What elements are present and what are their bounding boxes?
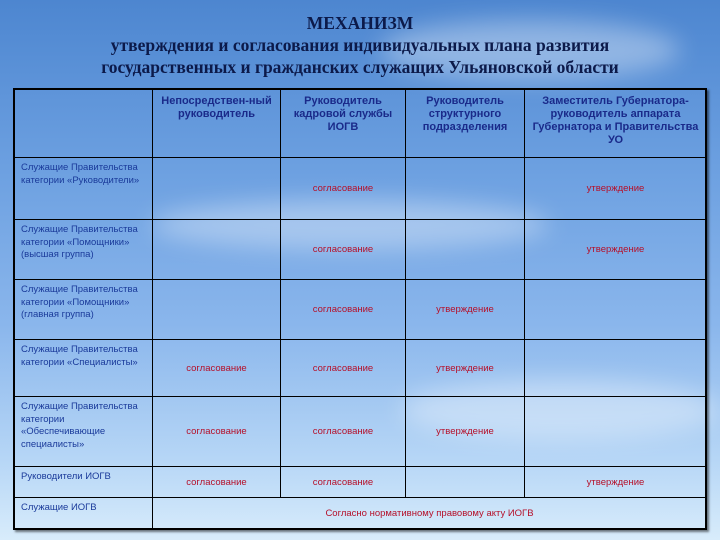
table-cell [405, 466, 525, 498]
table-cell-text: согласование [312, 304, 374, 315]
table-cell [405, 279, 525, 340]
table-cell [524, 396, 707, 467]
page-title [0, 12, 720, 78]
table-cell [524, 466, 707, 498]
table-cell [152, 219, 281, 280]
table-cell [405, 219, 525, 280]
table-cell-text: утверждение [586, 244, 645, 255]
table-cell-text: согласование [312, 183, 374, 194]
title-line: утверждения и согласования индивидуальных плана развития [110, 35, 610, 55]
table-cell-text: утверждение [586, 476, 645, 488]
table-cell [405, 157, 525, 220]
row-label [14, 157, 153, 220]
table-cell [152, 396, 281, 467]
table-cell [152, 157, 281, 220]
table-cell [524, 279, 707, 340]
column-header [405, 89, 525, 158]
title-line: МЕХАНИЗМ [306, 13, 414, 33]
table-cell-text: согласование [312, 426, 374, 437]
merged-cell-text: Согласно нормативному правовому акту ИОГВ [325, 508, 534, 519]
row-label [14, 279, 153, 340]
table-cell [152, 466, 281, 498]
table-cell-text: утверждение [436, 304, 494, 315]
table-cell-text: утверждение [436, 362, 494, 374]
column-header-text: Руководитель кадровой службы ИОГВ [293, 95, 393, 133]
row-label-text: Служащие Правительства категории «Специалисты» [21, 344, 138, 368]
row-label-text: Служащие Правительства категории «Руководители» [21, 162, 140, 186]
column-header [280, 89, 406, 158]
table-cell-text: согласование [312, 476, 374, 488]
table-cell [405, 396, 525, 467]
table-cell [524, 219, 707, 280]
column-header-text: Руководитель структурного подразделения [422, 95, 508, 133]
table-cell-text: согласование [312, 244, 374, 255]
header-corner [14, 89, 153, 158]
table-cell [280, 219, 406, 280]
row-label [14, 497, 153, 530]
column-header [152, 89, 281, 158]
table-cell-text: согласование [186, 362, 247, 374]
column-header [524, 89, 707, 158]
row-label [14, 219, 153, 280]
row-label-text: Служащие Правительства категории «Помощники» (высшая группа) [21, 224, 138, 260]
merged-cell [152, 497, 707, 530]
row-label-text: Служащие ИОГВ [21, 502, 97, 513]
table-cell [280, 339, 406, 397]
table-cell [280, 466, 406, 498]
table-cell [280, 396, 406, 467]
column-header-text: Заместитель Губернатора-руководитель аппарата Губернатора и Правительства УО [532, 95, 699, 146]
table-cell [280, 279, 406, 340]
row-label-text: Служащие Правительства категории «Обеспечивающие специалисты» [21, 401, 138, 450]
table-cell-text: утверждение [436, 426, 494, 437]
title-line: государственных и гражданских служащих Ульяновской области [101, 57, 619, 77]
row-label-text: Служащие Правительства категории «Помощники» (главная группа) [21, 284, 138, 320]
table-cell [152, 279, 281, 340]
table-cell [524, 339, 707, 397]
column-header-text: Непосредствен-ный руководитель [161, 95, 272, 120]
row-label [14, 396, 153, 467]
table-cell-text: согласование [186, 426, 247, 437]
table-cell-text: утверждение [586, 183, 645, 194]
table-cell-text: согласование [186, 476, 247, 488]
table-cell-text: согласование [312, 362, 374, 374]
row-label-text: Руководители ИОГВ [21, 471, 111, 482]
row-label [14, 339, 153, 397]
table-cell [280, 157, 406, 220]
table-cell [524, 157, 707, 220]
row-label [14, 466, 153, 498]
table-cell [152, 339, 281, 397]
table-cell [405, 339, 525, 397]
